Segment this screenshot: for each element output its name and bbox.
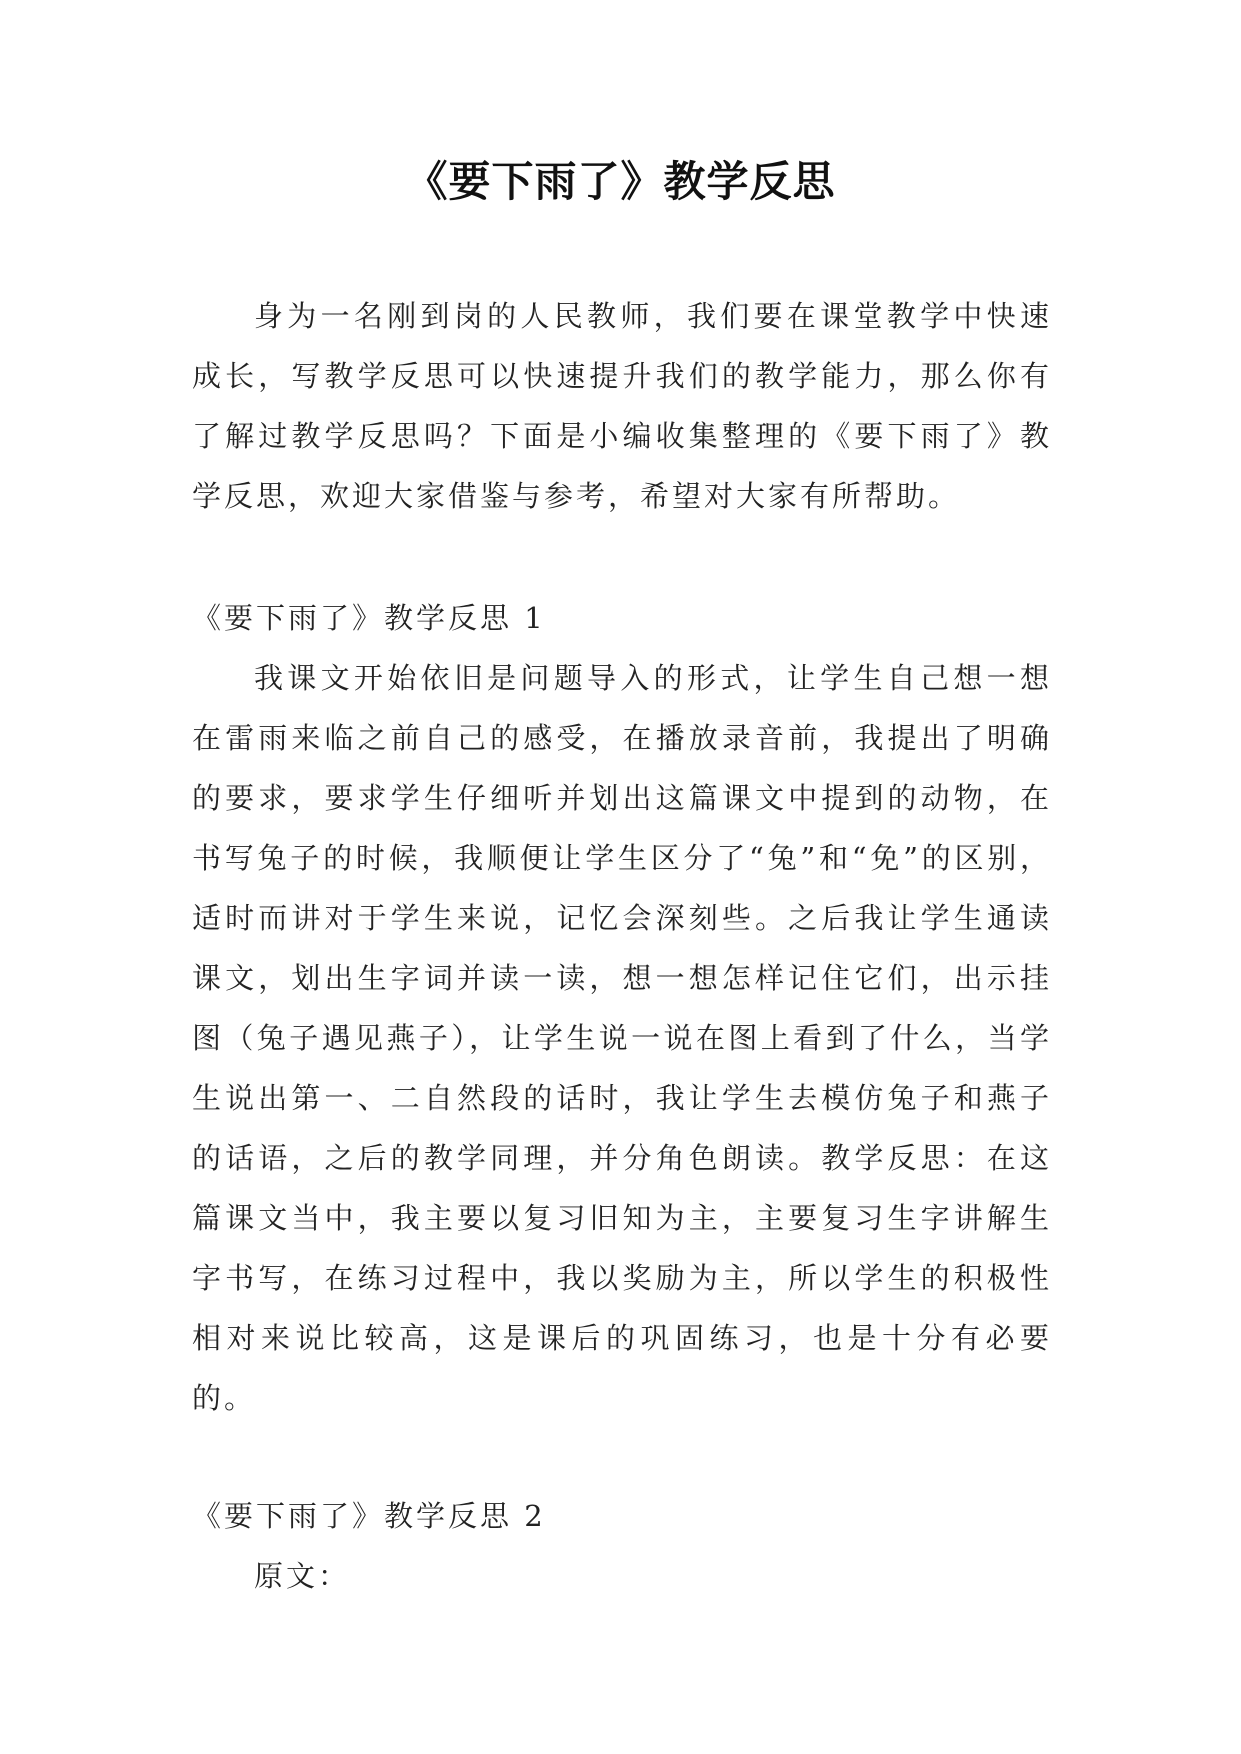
section-body-2: 原文： <box>254 1559 351 1593</box>
document-body <box>192 286 1052 1606</box>
intro-paragraph: 身为一名刚到岗的人民教师，我们要在课堂教学中快速成长，写教学反思可以快速提升我们的教学能力，那么你有了解过教学反思吗？下面是小编收集整理的《要下雨了》教学反思，欢迎大家借鉴与参考，希望对大家有所帮助。 <box>192 299 1052 513</box>
section-body-1: 我课文开始依旧是问题导入的形式，让学生自己想一想在雷雨来临之前自己的感受，在播放录音前，我提出了明确的要求，要求学生仔细听并划出这篇课文中提到的动物，在书写兔子的时候，我顺便让学生区分了“兔”和“免”的区别，适时而讲对于学生来说，记忆会深刻些。之后我让学生通读课文，划出生字词并读一读，想一想怎样记住它们，出示挂图（兔子遇见燕子），让学生说一说在图上看到了什么，当学生说出第一、二自然段的话时，我让学生去模仿兔子和燕子的话语，之后的教学同理，并分角色朗读。教学反思：在这篇课文当中，我主要以复习旧知为主，主要复习生字讲解生字书写，在练习过程中，我以奖励为主，所以学生的积极性相对来说比较高，这是课后的巩固练习，也是十分有必要的。 <box>192 661 1052 1415</box>
spacer <box>192 1428 1052 1486</box>
document-title: 《要下雨了》教学反思 <box>405 157 836 206</box>
section-heading-1: 《要下雨了》教学反思 1 <box>192 601 546 635</box>
section-heading-2: 《要下雨了》教学反思 2 <box>192 1499 546 1533</box>
spacer <box>192 526 1052 588</box>
